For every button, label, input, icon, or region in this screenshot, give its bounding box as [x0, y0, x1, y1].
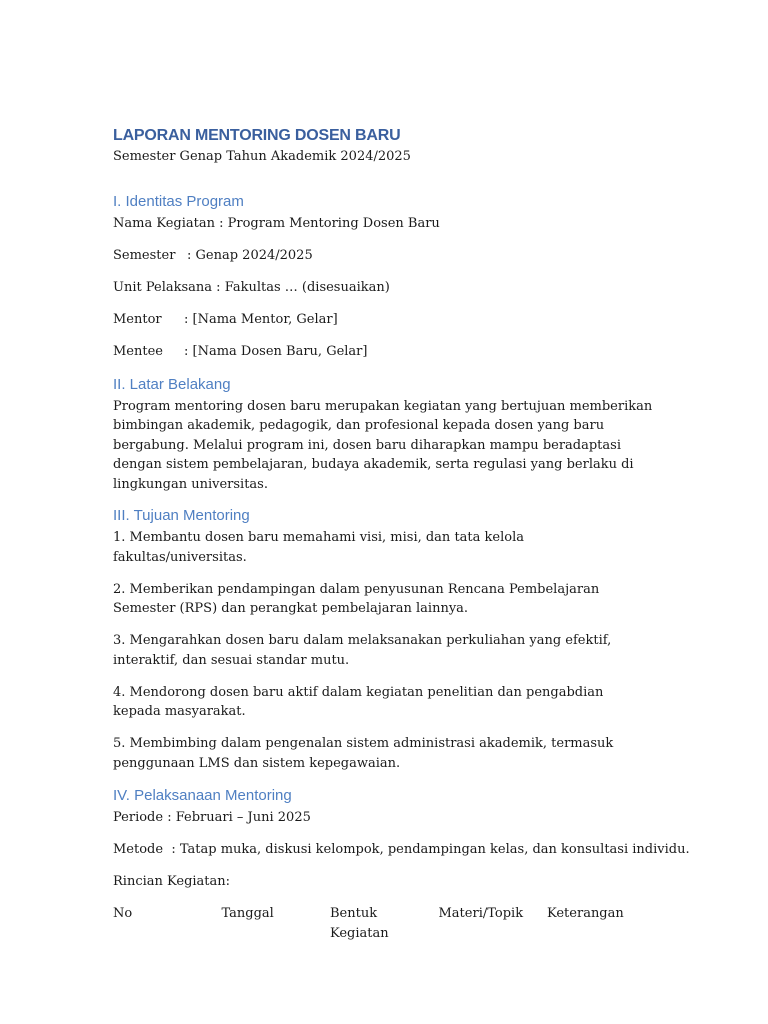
document-subtitle: Semester Genap Tahun Akademik 2024/2025 [113, 149, 411, 164]
identitas-row-unit-pelaksana: Unit Pelaksana : Fakultas … (disesuaikan) [113, 278, 653, 298]
list-item: 2. Memberikan pendampingan dalam penyusunan Rencana Pembelajaran Semester (RPS) dan perangkat pembelajaran lainnya. [113, 581, 600, 616]
periode-key: Periode [113, 810, 164, 825]
latar-belakang-paragraph: Program mentoring dosen baru merupakan kegiatan yang bertujuan memberikan bimbingan akademik, pedagogik, dan profesional kepada dosen yang baru bergabung. Melalui program ini, dosen baru diharapkan mampu beradaptasi dengan sistem pembelajaran, budaya akademik, serta regulasi yang berlaku di lingkungan universitas. [113, 398, 653, 492]
tujuan-list [113, 528, 653, 773]
list-item: 3. Mengarahkan dosen baru dalam melaksanakan perkuliahan yang efektif, interaktif, dan sesuai standar mutu. [113, 633, 612, 668]
identitas-row-mentor: Mentor : [Nama Mentor, Gelar] [113, 310, 653, 330]
list-item: 1. Membantu dosen baru memahami visi, misi, dan tata kelola fakultas/universitas. [113, 530, 524, 565]
identitas-value: [Nama Mentor, Gelar] [192, 312, 338, 327]
table-header-cell: Tanggal [221, 905, 274, 921]
identitas-key: Mentor [113, 312, 162, 327]
identitas-value: Genap 2024/2025 [195, 248, 313, 263]
table-header-cell: No [113, 905, 133, 921]
identitas-list [113, 214, 653, 362]
list-item: 4. Mendorong dosen baru aktif dalam kegiatan penelitian dan pengabdian kepada masyarakat. [113, 684, 604, 719]
identitas-key: Mentee [113, 344, 163, 359]
document-body [113, 126, 690, 944]
periode-row: Periode : Februari – Juni 2025 [113, 808, 653, 828]
metode-row: Metode : Tatap muka, diskusi kelompok, pendampingan kelas, dan konsultasi individu. [113, 840, 653, 860]
identitas-key: Semester [113, 248, 176, 263]
list-item: 5. Membimbing dalam pengenalan sistem administrasi akademik, termasuk penggunaan LMS dan sistem kepegawaian. [113, 736, 614, 771]
table-header-cell: Keterangan [547, 905, 624, 921]
identitas-value: [Nama Dosen Baru, Gelar] [192, 344, 368, 359]
identitas-value: Fakultas … (disesuaikan) [224, 280, 390, 295]
rincian-kegiatan-label: Rincian Kegiatan: [113, 874, 231, 889]
identitas-row-nama-kegiatan: Nama Kegiatan : Program Mentoring Dosen Baru [113, 214, 653, 234]
table-header-cell: Bentuk Kegiatan [330, 905, 389, 941]
section-heading-tujuan: III. Tujuan Mentoring [113, 507, 250, 524]
identitas-row-semester: Semester : Genap 2024/2025 [113, 246, 653, 266]
table-header-cell: Materi/Topik [438, 905, 524, 921]
periode-value: Februari – Juni 2025 [175, 810, 311, 825]
metode-key: Metode [113, 842, 164, 857]
section-heading-latar-belakang: II. Latar Belakang [113, 375, 231, 393]
rincian-table-header [113, 904, 653, 944]
metode-value: Tatap muka, diskusi kelompok, pendampingan kelas, dan konsultasi individu. [179, 842, 690, 857]
identitas-value: Program Mentoring Dosen Baru [227, 216, 440, 231]
identitas-row-mentee: Mentee : [Nama Dosen Baru, Gelar] [113, 342, 653, 362]
identitas-key: Unit Pelaksana [113, 280, 213, 295]
section-heading-identitas: I. Identitas Program [113, 193, 244, 210]
document-title: LAPORAN MENTORING DOSEN BARU [113, 127, 401, 144]
identitas-key: Nama Kegiatan [113, 216, 215, 231]
section-heading-pelaksanaan: IV. Pelaksanaan Mentoring [113, 787, 292, 804]
